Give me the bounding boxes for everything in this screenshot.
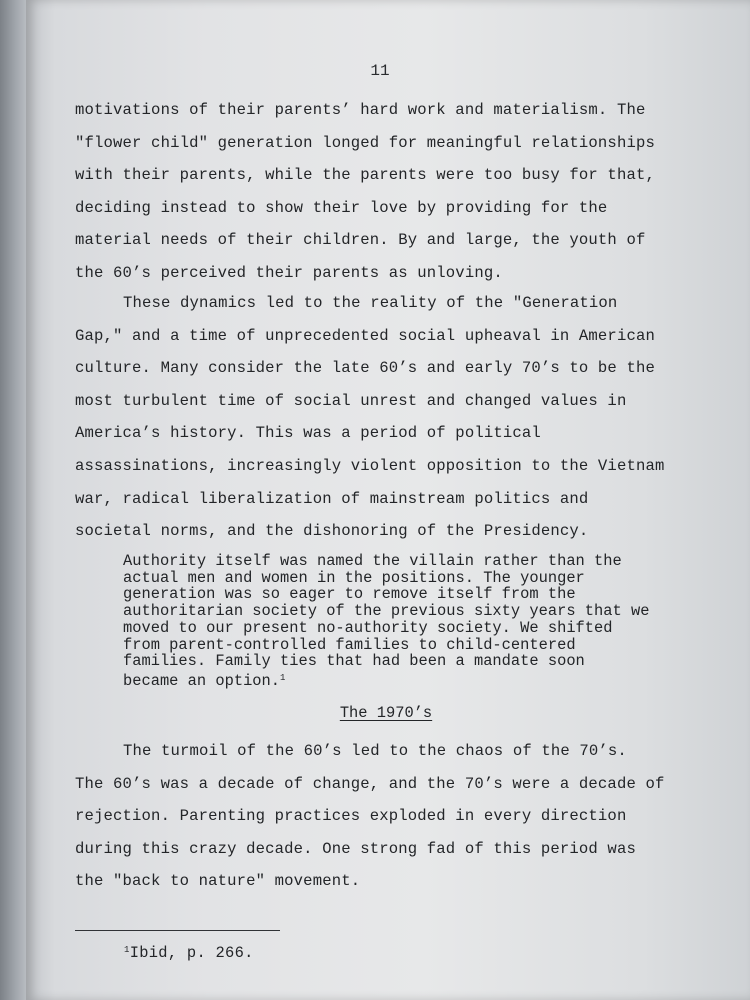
text-line: during this crazy decade. One strong fad of this period was: [75, 839, 636, 858]
footnote-marker: 1: [124, 945, 130, 955]
section-heading-text: The 1970’s: [339, 704, 433, 722]
paragraph-generation-gap: [75, 287, 715, 548]
quote-line: families. Family ties that had been a mandate soon: [123, 652, 585, 671]
text-line: the 60’s perceived their parents as unloving.: [75, 263, 503, 282]
footnote-text: Ibid, p. 266.: [129, 944, 254, 962]
text-line: "flower child" generation longed for meaningful relationships: [75, 133, 655, 152]
text-line: the "back to nature" movement.: [75, 872, 361, 891]
text-line: assassinations, increasingly violent opposition to the Vietnam: [75, 456, 665, 475]
quote-line: from parent-controlled families to child-centered: [123, 635, 576, 654]
text-line: most turbulent time of social unrest and changed values in: [75, 391, 627, 410]
text-line: societal norms, and the dishonoring of the Presidency.: [75, 522, 589, 541]
text-line: deciding instead to show their love by providing for the: [75, 198, 608, 217]
footnote: [124, 944, 254, 962]
quote-line: Authority itself was named the villain rather than the: [123, 552, 622, 570]
text-line: material needs of their children. By and large, the youth of: [75, 231, 646, 250]
quote-line-text: became an option.: [123, 671, 281, 690]
block-quote: [123, 553, 649, 690]
text-line: motivations of their parents’ hard work and materialism. The: [75, 101, 646, 119]
text-line: culture. Many consider the late 60’s and early 70’s to be the: [75, 359, 655, 378]
paragraph-continuation: [75, 94, 715, 290]
section-heading: [0, 704, 750, 722]
footnote-reference[interactable]: 1: [280, 672, 286, 683]
quote-line-last: [123, 670, 649, 690]
text-line: war, radical liberalization of mainstream politics and: [75, 489, 589, 508]
text-line: Gap," and a time of unprecedented social upheaval in American: [75, 326, 655, 345]
book-spine: [0, 0, 26, 1000]
text-line: The turmoil of the 60’s led to the chaos of the 70’s.: [123, 742, 627, 760]
text-line: rejection. Parenting practices exploded in every direction: [75, 807, 627, 826]
text-line: These dynamics led to the reality of the "Generation: [123, 294, 618, 312]
footnote-divider: [75, 930, 280, 931]
quote-line: moved to our present no-authority society. We shifted: [123, 618, 613, 637]
paragraph-1970s: [75, 735, 715, 898]
text-line: America’s history. This was a period of political: [75, 424, 541, 443]
quote-line: generation was so eager to remove itself from the: [123, 585, 576, 604]
page-number: 11: [370, 62, 390, 80]
text-line: with their parents, while the parents were too busy for that,: [75, 166, 655, 185]
quote-line: actual men and women in the positions. The younger: [123, 568, 585, 587]
text-line: The 60’s was a decade of change, and the 70’s were a decade of: [75, 774, 665, 793]
quote-line: authoritarian society of the previous sixty years that we: [123, 602, 650, 621]
